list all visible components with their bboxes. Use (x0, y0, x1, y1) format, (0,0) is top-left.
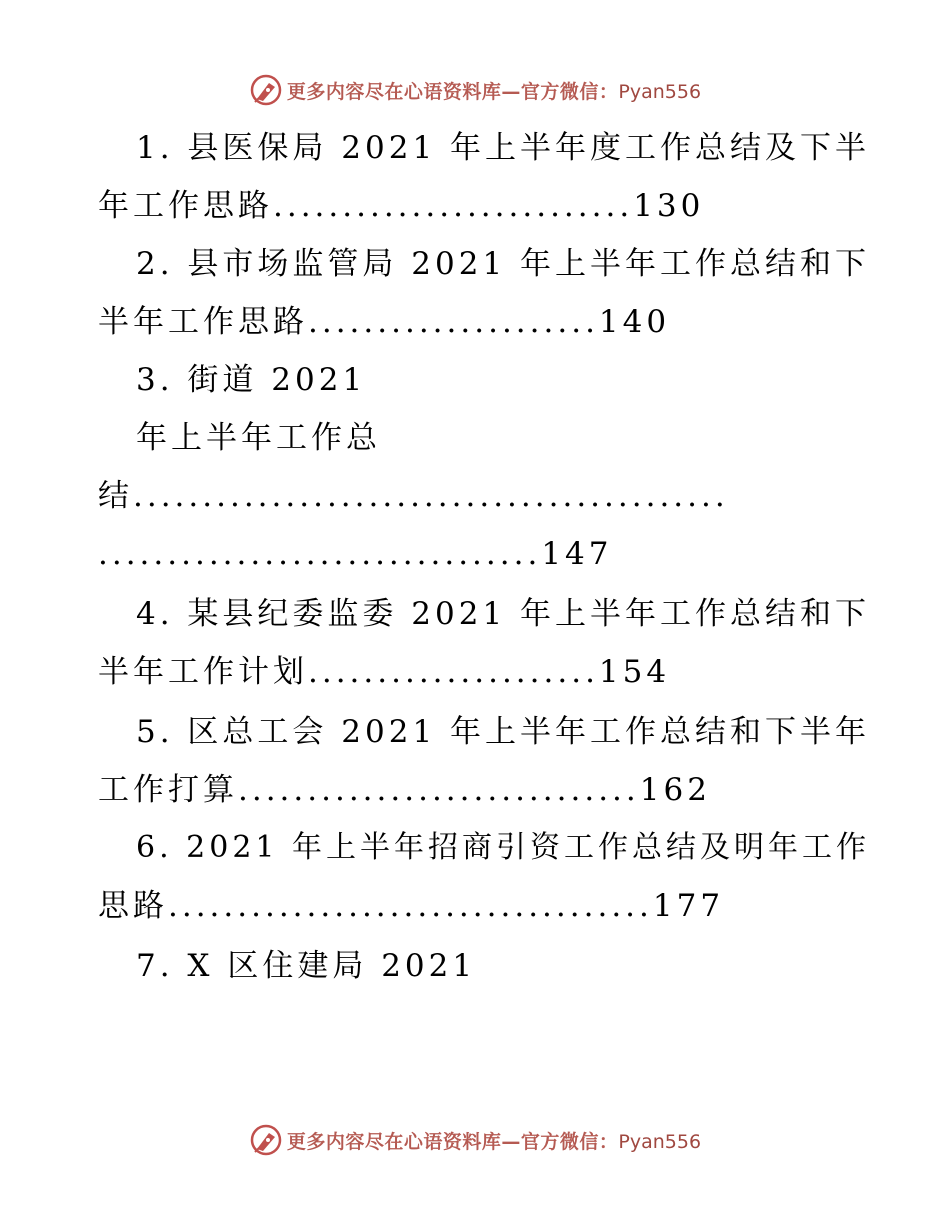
toc-line: 6. 2021 年上半年招商引资工作总结及明年工作 (136, 830, 871, 865)
pen-nib-logo-icon (249, 1123, 283, 1157)
banner-label: 更多内容尽在心语资料库—官方微信： (286, 80, 619, 103)
toc-line: 4. 某县纪委监委 2021 年上半年工作总结和下 (136, 596, 871, 632)
toc-line: 工作打算.............................162 (98, 772, 711, 808)
banner-text (287, 1127, 701, 1154)
toc-line: 2. 县市场监管局 2021 年上半年工作总结和下 (136, 246, 871, 282)
toc-line: 半年工作计划.....................154 (98, 654, 671, 690)
toc-line: ................................147 (98, 536, 613, 572)
toc-line: 3. 街道 2021 (136, 362, 367, 398)
banner-label: 更多内容尽在心语资料库—官方微信： (286, 1130, 619, 1153)
footer-banner (0, 1120, 950, 1160)
banner-wechat-id: Pyan556 (618, 80, 702, 103)
toc-line: 结........................................... (98, 478, 729, 514)
banner-wechat-id: Pyan556 (618, 1130, 702, 1153)
toc-line: 年上半年工作总 (136, 420, 381, 456)
toc-line: 年工作思路..........................130 (98, 188, 705, 224)
toc-line: 半年工作思路.....................140 (98, 304, 671, 340)
toc-line: 1. 县医保局 2021 年上半年度工作总结及下半 (136, 130, 871, 166)
toc-line: 7. X 区住建局 2021 (136, 948, 477, 984)
toc-line: 5. 区总工会 2021 年上半年工作总结和下半年 (136, 714, 871, 750)
toc-line: 思路...................................177 (98, 888, 725, 924)
